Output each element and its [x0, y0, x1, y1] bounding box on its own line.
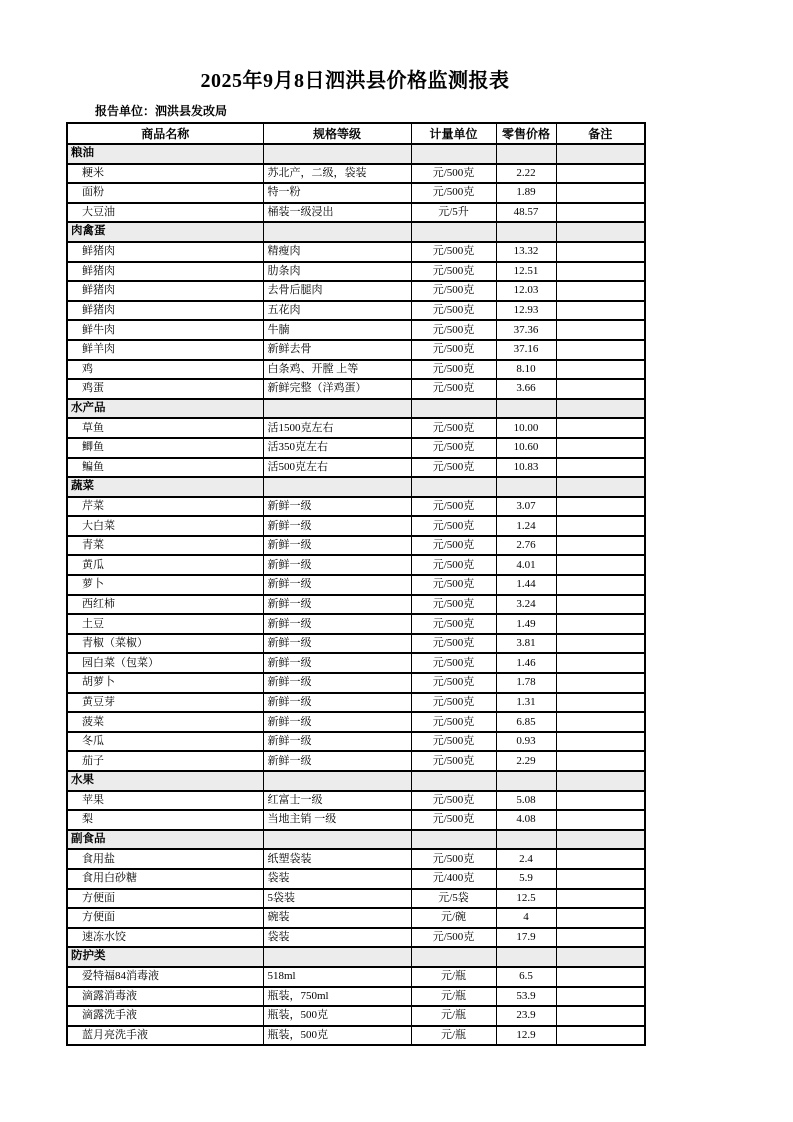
product-name-cell: 滴露消毒液 — [67, 987, 263, 1007]
retail-price-cell: 0.93 — [496, 732, 556, 752]
spec-grade-cell: 桶装一级浸出 — [263, 203, 411, 223]
unit-cell: 元/500克 — [411, 340, 496, 360]
spec-grade-cell: 活1500克左右 — [263, 418, 411, 438]
category-empty-cell — [263, 830, 411, 850]
category-empty-cell — [263, 399, 411, 419]
spec-grade-cell: 当地主销 一级 — [263, 810, 411, 830]
product-row — [67, 634, 645, 654]
column-header-unit: 计量单位 — [411, 123, 496, 144]
unit-cell: 元/500克 — [411, 575, 496, 595]
retail-price-cell: 53.9 — [496, 987, 556, 1007]
unit-cell: 元/500克 — [411, 497, 496, 517]
retail-price-cell: 3.81 — [496, 634, 556, 654]
spec-grade-cell: 新鲜一级 — [263, 634, 411, 654]
report-sheet — [66, 0, 644, 1046]
product-name-cell: 鲜猪肉 — [67, 281, 263, 301]
product-row — [67, 203, 645, 223]
unit-cell: 元/瓶 — [411, 987, 496, 1007]
spec-grade-cell: 新鲜一级 — [263, 673, 411, 693]
spec-grade-cell: 瓶装，500克 — [263, 1026, 411, 1046]
spec-grade-cell: 新鲜一级 — [263, 653, 411, 673]
spec-grade-cell: 新鲜一级 — [263, 732, 411, 752]
retail-price-cell: 4.08 — [496, 810, 556, 830]
remark-cell — [556, 203, 645, 223]
category-row — [67, 771, 645, 791]
category-empty-cell — [411, 222, 496, 242]
product-name-cell: 园白菜（包菜） — [67, 653, 263, 673]
retail-price-cell: 13.32 — [496, 242, 556, 262]
category-name-cell: 水果 — [67, 771, 263, 791]
retail-price-cell: 5.9 — [496, 869, 556, 889]
product-row — [67, 379, 645, 399]
unit-cell: 元/500克 — [411, 164, 496, 184]
category-empty-cell — [556, 477, 645, 497]
remark-cell — [556, 575, 645, 595]
retail-price-cell: 12.51 — [496, 262, 556, 282]
unit-cell: 元/5升 — [411, 203, 496, 223]
product-name-cell: 苹果 — [67, 791, 263, 811]
unit-cell: 元/瓶 — [411, 1026, 496, 1046]
retail-price-cell: 12.93 — [496, 301, 556, 321]
remark-cell — [556, 849, 645, 869]
category-name-cell: 水产品 — [67, 399, 263, 419]
product-name-cell: 茄子 — [67, 751, 263, 771]
remark-cell — [556, 653, 645, 673]
product-name-cell: 方便面 — [67, 889, 263, 909]
category-empty-cell — [556, 947, 645, 967]
product-name-cell: 黄瓜 — [67, 555, 263, 575]
category-empty-cell — [411, 771, 496, 791]
remark-cell — [556, 791, 645, 811]
unit-cell: 元/碗 — [411, 908, 496, 928]
product-name-cell: 梨 — [67, 810, 263, 830]
spec-grade-cell: 新鲜一级 — [263, 712, 411, 732]
unit-cell: 元/500克 — [411, 555, 496, 575]
category-name-cell: 粮油 — [67, 144, 263, 164]
spec-grade-cell: 活350克左右 — [263, 438, 411, 458]
spec-grade-cell: 纸塑袋装 — [263, 849, 411, 869]
retail-price-cell: 2.29 — [496, 751, 556, 771]
price-table-header — [67, 123, 645, 144]
spec-grade-cell: 瓶装，750ml — [263, 987, 411, 1007]
remark-cell — [556, 516, 645, 536]
retail-price-cell: 6.5 — [496, 967, 556, 987]
unit-cell: 元/500克 — [411, 614, 496, 634]
retail-price-cell: 1.78 — [496, 673, 556, 693]
spec-grade-cell: 新鲜去骨 — [263, 340, 411, 360]
category-empty-cell — [556, 222, 645, 242]
unit-cell: 元/500克 — [411, 653, 496, 673]
category-name-cell: 肉禽蛋 — [67, 222, 263, 242]
product-row — [67, 889, 645, 909]
product-row — [67, 869, 645, 889]
remark-cell — [556, 458, 645, 478]
retail-price-cell: 1.44 — [496, 575, 556, 595]
remark-cell — [556, 987, 645, 1007]
remark-cell — [556, 595, 645, 615]
category-empty-cell — [263, 477, 411, 497]
product-row — [67, 614, 645, 634]
product-row — [67, 458, 645, 478]
category-empty-cell — [496, 771, 556, 791]
spec-grade-cell: 五花肉 — [263, 301, 411, 321]
category-empty-cell — [496, 399, 556, 419]
product-row — [67, 320, 645, 340]
unit-cell: 元/500克 — [411, 595, 496, 615]
product-name-cell: 鲫鱼 — [67, 438, 263, 458]
retail-price-cell: 4.01 — [496, 555, 556, 575]
product-row — [67, 516, 645, 536]
price-table-body — [67, 144, 645, 1045]
retail-price-cell: 17.9 — [496, 928, 556, 948]
product-row — [67, 340, 645, 360]
retail-price-cell: 10.00 — [496, 418, 556, 438]
unit-cell: 元/瓶 — [411, 1006, 496, 1026]
product-row — [67, 164, 645, 184]
product-name-cell: 青椒（菜椒） — [67, 634, 263, 654]
category-empty-cell — [411, 947, 496, 967]
retail-price-cell: 1.49 — [496, 614, 556, 634]
category-empty-cell — [496, 144, 556, 164]
spec-grade-cell: 苏北产，二级，袋装 — [263, 164, 411, 184]
remark-cell — [556, 340, 645, 360]
unit-cell: 元/500克 — [411, 712, 496, 732]
spec-grade-cell: 518ml — [263, 967, 411, 987]
spec-grade-cell: 特一粉 — [263, 183, 411, 203]
spec-grade-cell: 碗装 — [263, 908, 411, 928]
remark-cell — [556, 301, 645, 321]
category-empty-cell — [411, 399, 496, 419]
retail-price-cell: 48.57 — [496, 203, 556, 223]
product-row — [67, 497, 645, 517]
column-header-retail-price: 零售价格 — [496, 123, 556, 144]
product-row — [67, 967, 645, 987]
unit-cell: 元/500克 — [411, 320, 496, 340]
remark-cell — [556, 967, 645, 987]
spec-grade-cell: 新鲜一级 — [263, 575, 411, 595]
column-header-spec-grade: 规格等级 — [263, 123, 411, 144]
category-empty-cell — [263, 771, 411, 791]
retail-price-cell: 5.08 — [496, 791, 556, 811]
product-name-cell: 爱特福84消毒液 — [67, 967, 263, 987]
header-row — [67, 123, 645, 144]
remark-cell — [556, 438, 645, 458]
category-empty-cell — [411, 477, 496, 497]
category-empty-cell — [263, 947, 411, 967]
product-row — [67, 555, 645, 575]
product-row — [67, 418, 645, 438]
spec-grade-cell: 新鲜一级 — [263, 555, 411, 575]
product-name-cell: 鸡 — [67, 360, 263, 380]
remark-cell — [556, 869, 645, 889]
retail-price-cell: 1.31 — [496, 693, 556, 713]
spec-grade-cell: 新鲜完整（洋鸡蛋） — [263, 379, 411, 399]
spec-grade-cell: 新鲜一级 — [263, 536, 411, 556]
unit-cell: 元/500克 — [411, 751, 496, 771]
unit-cell: 元/500克 — [411, 928, 496, 948]
category-row — [67, 222, 645, 242]
spec-grade-cell: 白条鸡、开膛 上等 — [263, 360, 411, 380]
retail-price-cell: 3.66 — [496, 379, 556, 399]
unit-cell: 元/500克 — [411, 516, 496, 536]
spec-grade-cell: 活500克左右 — [263, 458, 411, 478]
unit-cell: 元/500克 — [411, 262, 496, 282]
product-row — [67, 810, 645, 830]
product-row — [67, 1006, 645, 1026]
retail-price-cell: 3.07 — [496, 497, 556, 517]
product-row — [67, 928, 645, 948]
remark-cell — [556, 183, 645, 203]
product-name-cell: 青菜 — [67, 536, 263, 556]
spec-grade-cell: 牛腩 — [263, 320, 411, 340]
product-name-cell: 土豆 — [67, 614, 263, 634]
spec-grade-cell: 精瘦肉 — [263, 242, 411, 262]
spec-grade-cell: 新鲜一级 — [263, 516, 411, 536]
retail-price-cell: 8.10 — [496, 360, 556, 380]
product-name-cell: 鸡蛋 — [67, 379, 263, 399]
spec-grade-cell: 袋装 — [263, 869, 411, 889]
category-empty-cell — [556, 144, 645, 164]
unit-cell: 元/500克 — [411, 379, 496, 399]
product-name-cell: 鲜羊肉 — [67, 340, 263, 360]
product-row — [67, 1026, 645, 1046]
unit-cell: 元/500克 — [411, 634, 496, 654]
spec-grade-cell: 新鲜一级 — [263, 751, 411, 771]
category-row — [67, 477, 645, 497]
product-name-cell: 胡萝卜 — [67, 673, 263, 693]
product-name-cell: 鲜猪肉 — [67, 262, 263, 282]
unit-cell: 元/500克 — [411, 301, 496, 321]
remark-cell — [556, 751, 645, 771]
product-name-cell: 滴露洗手液 — [67, 1006, 263, 1026]
remark-cell — [556, 693, 645, 713]
category-name-cell: 防护类 — [67, 947, 263, 967]
product-row — [67, 791, 645, 811]
unit-cell: 元/500克 — [411, 418, 496, 438]
retail-price-cell: 6.85 — [496, 712, 556, 732]
unit-cell: 元/500克 — [411, 673, 496, 693]
product-name-cell: 大白菜 — [67, 516, 263, 536]
retail-price-cell: 2.22 — [496, 164, 556, 184]
remark-cell — [556, 889, 645, 909]
remark-cell — [556, 908, 645, 928]
product-name-cell: 食用盐 — [67, 849, 263, 869]
category-row — [67, 144, 645, 164]
spec-grade-cell: 红富士一级 — [263, 791, 411, 811]
product-row — [67, 360, 645, 380]
product-name-cell: 面粉 — [67, 183, 263, 203]
price-table — [66, 122, 646, 1046]
category-row — [67, 830, 645, 850]
category-empty-cell — [556, 399, 645, 419]
remark-cell — [556, 281, 645, 301]
product-name-cell: 食用白砂糖 — [67, 869, 263, 889]
product-row — [67, 732, 645, 752]
spec-grade-cell: 新鲜一级 — [263, 497, 411, 517]
retail-price-cell: 12.5 — [496, 889, 556, 909]
spec-grade-cell: 瓶装，500克 — [263, 1006, 411, 1026]
retail-price-cell: 10.60 — [496, 438, 556, 458]
retail-price-cell: 1.24 — [496, 516, 556, 536]
product-name-cell: 西红柿 — [67, 595, 263, 615]
product-name-cell: 鲜猪肉 — [67, 301, 263, 321]
remark-cell — [556, 673, 645, 693]
remark-cell — [556, 360, 645, 380]
category-empty-cell — [556, 771, 645, 791]
product-name-cell: 冬瓜 — [67, 732, 263, 752]
category-row — [67, 399, 645, 419]
unit-cell: 元/5袋 — [411, 889, 496, 909]
remark-cell — [556, 262, 645, 282]
product-row — [67, 693, 645, 713]
retail-price-cell: 12.9 — [496, 1026, 556, 1046]
spec-grade-cell: 袋装 — [263, 928, 411, 948]
category-empty-cell — [411, 144, 496, 164]
column-header-product-name: 商品名称 — [67, 123, 263, 144]
retail-price-cell: 2.76 — [496, 536, 556, 556]
retail-price-cell: 23.9 — [496, 1006, 556, 1026]
product-name-cell: 方便面 — [67, 908, 263, 928]
retail-price-cell: 37.16 — [496, 340, 556, 360]
column-header-remark: 备注 — [556, 123, 645, 144]
retail-price-cell: 37.36 — [496, 320, 556, 340]
category-empty-cell — [263, 222, 411, 242]
retail-price-cell: 10.83 — [496, 458, 556, 478]
product-row — [67, 751, 645, 771]
retail-price-cell: 4 — [496, 908, 556, 928]
category-row — [67, 947, 645, 967]
product-row — [67, 536, 645, 556]
remark-cell — [556, 928, 645, 948]
spec-grade-cell: 肋条肉 — [263, 262, 411, 282]
unit-cell: 元/500克 — [411, 281, 496, 301]
unit-cell: 元/500克 — [411, 183, 496, 203]
product-name-cell: 黄豆芽 — [67, 693, 263, 713]
retail-price-cell: 3.24 — [496, 595, 556, 615]
spec-grade-cell: 新鲜一级 — [263, 595, 411, 615]
remark-cell — [556, 614, 645, 634]
unit-cell: 元/500克 — [411, 849, 496, 869]
category-empty-cell — [496, 222, 556, 242]
remark-cell — [556, 634, 645, 654]
product-name-cell: 芹菜 — [67, 497, 263, 517]
remark-cell — [556, 320, 645, 340]
product-name-cell: 粳米 — [67, 164, 263, 184]
remark-cell — [556, 242, 645, 262]
product-row — [67, 242, 645, 262]
product-row — [67, 595, 645, 615]
category-empty-cell — [411, 830, 496, 850]
product-row — [67, 301, 645, 321]
product-row — [67, 575, 645, 595]
product-row — [67, 653, 645, 673]
unit-cell: 元/500克 — [411, 458, 496, 478]
product-name-cell: 萝卜 — [67, 575, 263, 595]
product-row — [67, 849, 645, 869]
category-empty-cell — [496, 830, 556, 850]
product-row — [67, 673, 645, 693]
product-row — [67, 712, 645, 732]
unit-cell: 元/500克 — [411, 693, 496, 713]
category-empty-cell — [496, 947, 556, 967]
unit-cell: 元/500克 — [411, 732, 496, 752]
category-empty-cell — [496, 477, 556, 497]
product-row — [67, 183, 645, 203]
category-empty-cell — [263, 144, 411, 164]
unit-cell: 元/500克 — [411, 536, 496, 556]
remark-cell — [556, 379, 645, 399]
unit-cell: 元/400克 — [411, 869, 496, 889]
product-name-cell: 鲜猪肉 — [67, 242, 263, 262]
category-empty-cell — [556, 830, 645, 850]
retail-price-cell: 1.89 — [496, 183, 556, 203]
product-name-cell: 蓝月亮洗手液 — [67, 1026, 263, 1046]
spec-grade-cell: 新鲜一级 — [263, 693, 411, 713]
product-row — [67, 262, 645, 282]
unit-cell: 元/500克 — [411, 438, 496, 458]
product-name-cell: 菠菜 — [67, 712, 263, 732]
remark-cell — [556, 555, 645, 575]
unit-cell: 元/瓶 — [411, 967, 496, 987]
product-name-cell: 草鱼 — [67, 418, 263, 438]
product-row — [67, 987, 645, 1007]
retail-price-cell: 12.03 — [496, 281, 556, 301]
product-row — [67, 908, 645, 928]
product-name-cell: 大豆油 — [67, 203, 263, 223]
product-row — [67, 281, 645, 301]
spec-grade-cell: 新鲜一级 — [263, 614, 411, 634]
remark-cell — [556, 1026, 645, 1046]
unit-cell: 元/500克 — [411, 242, 496, 262]
remark-cell — [556, 418, 645, 438]
retail-price-cell: 1.46 — [496, 653, 556, 673]
unit-cell: 元/500克 — [411, 360, 496, 380]
spec-grade-cell: 5袋装 — [263, 889, 411, 909]
remark-cell — [556, 1006, 645, 1026]
product-row — [67, 438, 645, 458]
unit-cell: 元/500克 — [411, 810, 496, 830]
category-name-cell: 蔬菜 — [67, 477, 263, 497]
remark-cell — [556, 536, 645, 556]
category-name-cell: 副食品 — [67, 830, 263, 850]
remark-cell — [556, 732, 645, 752]
page-title: 2025年9月8日泗洪县价格监测报表 — [200, 70, 510, 92]
product-name-cell: 鳊鱼 — [67, 458, 263, 478]
remark-cell — [556, 497, 645, 517]
product-name-cell: 速冻水饺 — [67, 928, 263, 948]
remark-cell — [556, 712, 645, 732]
remark-cell — [556, 164, 645, 184]
remark-cell — [556, 810, 645, 830]
retail-price-cell: 2.4 — [496, 849, 556, 869]
spec-grade-cell: 去骨后腿肉 — [263, 281, 411, 301]
unit-cell: 元/500克 — [411, 791, 496, 811]
product-name-cell: 鲜牛肉 — [67, 320, 263, 340]
report-unit-label: 报告单位：泗洪县发改局 — [95, 104, 228, 118]
